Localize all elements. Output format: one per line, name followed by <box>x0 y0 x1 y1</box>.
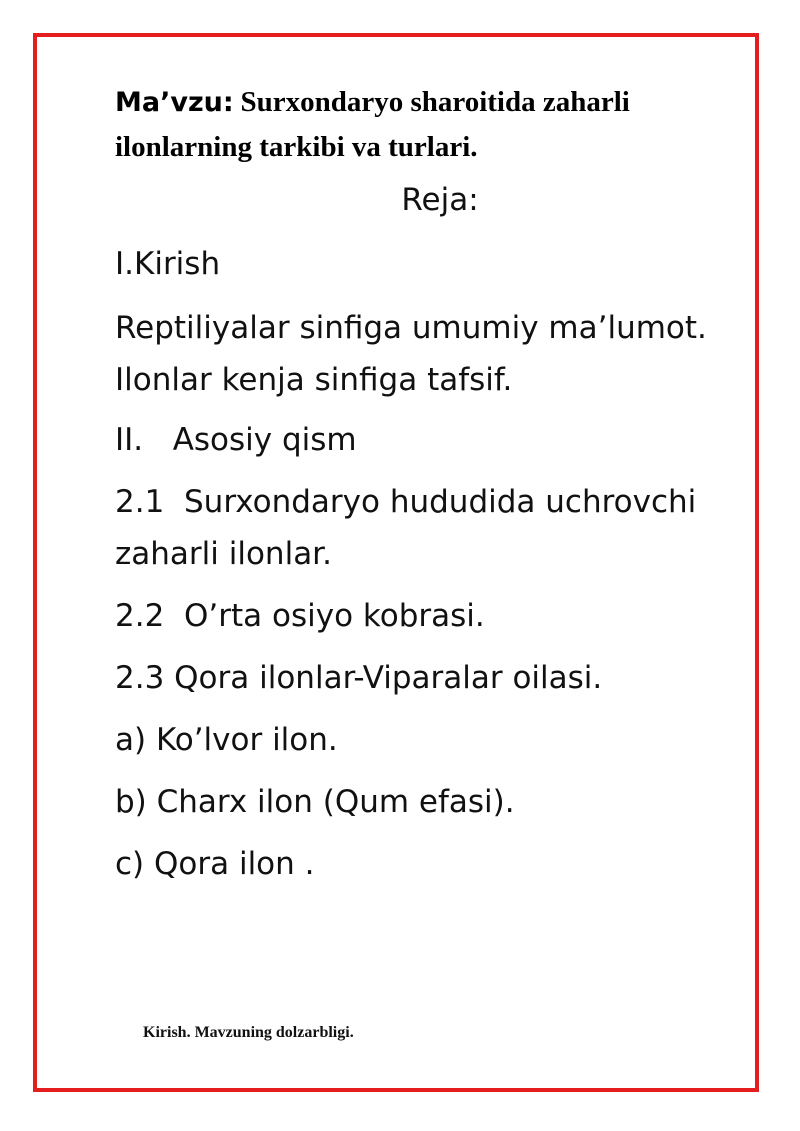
footer-note: Kirish. Mavzuning dolzarbligi. <box>143 1024 354 1041</box>
outline-item-intro: I.Kirish <box>115 246 221 282</box>
outline-item-2-1: 2.1 Surxondaryo hududida uchrovchi zaharli ilonlar. <box>115 484 707 572</box>
outline-item-2-3: 2.3 Qora ilonlar-Viparalar oilasi. <box>115 660 603 696</box>
outline-item-b: b) Charx ilon (Qum efasi). <box>115 784 515 820</box>
plan-heading: Reja: <box>401 182 479 218</box>
outline-item-c: c) Qora ilon . <box>115 846 315 882</box>
outline-item-2-2: 2.2 O’rta osiyo kobrasi. <box>115 598 485 634</box>
topic-title <box>115 80 735 169</box>
topic-label: Ma’vzu: <box>115 87 234 118</box>
outline-item-reptiles-overview: Reptiliyalar sinfiga umumiy ma’lumot. Ilonlar kenja sinfiga tafsif. <box>115 310 707 398</box>
outline-item-main-part: II. Asosiy qism <box>115 422 357 458</box>
topic-text: Surxondaryo sharoitida zaharli ilonlarning tarkibi va turlari. <box>115 86 630 163</box>
outline-item-a: a) Ko’lvor ilon. <box>115 722 338 758</box>
